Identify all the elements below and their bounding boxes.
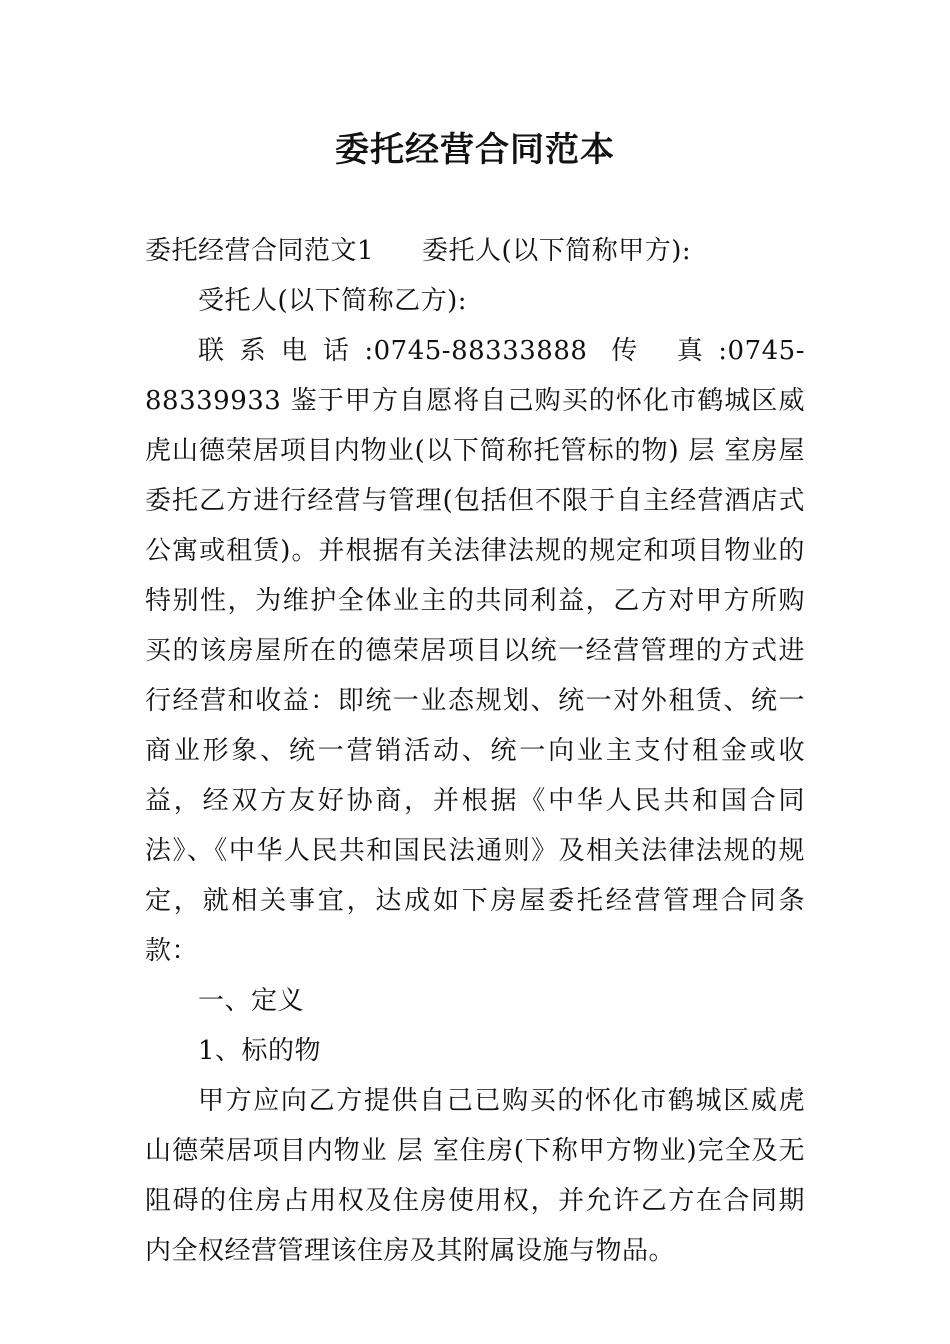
party-a-line: 委托人(以下简称甲方): xyxy=(422,236,692,266)
section-heading-definition: 一、定义 xyxy=(198,986,305,1016)
intro-line xyxy=(145,226,805,276)
document-title: 委托经营合同范本 xyxy=(335,130,615,170)
subject-paragraph: 甲方应向乙方提供自己已购买的怀化市鹤城区威虎山德荣居项目内物业 层 室住房(下称甲方物业)完全及无阻碍的住房占用权及住房使用权，并允许乙方在合同期内全权经营管理该住房及其附属设施与物品。 xyxy=(145,1086,805,1266)
document-body xyxy=(145,226,805,1276)
party-b-line: 受托人(以下简称乙方): xyxy=(198,286,468,316)
sample-label: 委托经营合同范文1 xyxy=(145,236,375,266)
item-heading-subject: 1、标的物 xyxy=(198,1036,322,1066)
main-paragraph: 联系电话:0745-88333888 传 真:0745-88339933 鉴于甲方自愿将自己购买的怀化市鹤城区威虎山德荣居项目内物业(以下简称托管标的物) 层 室房屋委托乙方进行经营与管理(包括但不限于自主经营酒店式公寓或租赁)。并根据有关法律法规的规定和项目物业的特别性，为维护全体业主的共同利益，乙方对甲方所购买的该房屋所在的德荣居项目以统一经营管理的方式进行经营和收益：即统一业态规划、统一对外租赁、统一商业形象、统一营销活动、统一向业主支付租金或收益，经双方友好协商，并根据《中华人民共和国合同法》、《中华人民共和国民法通则》及相关法律法规的规定，就相关事宜，达成如下房屋委托经营管理合同条款： xyxy=(145,336,805,966)
